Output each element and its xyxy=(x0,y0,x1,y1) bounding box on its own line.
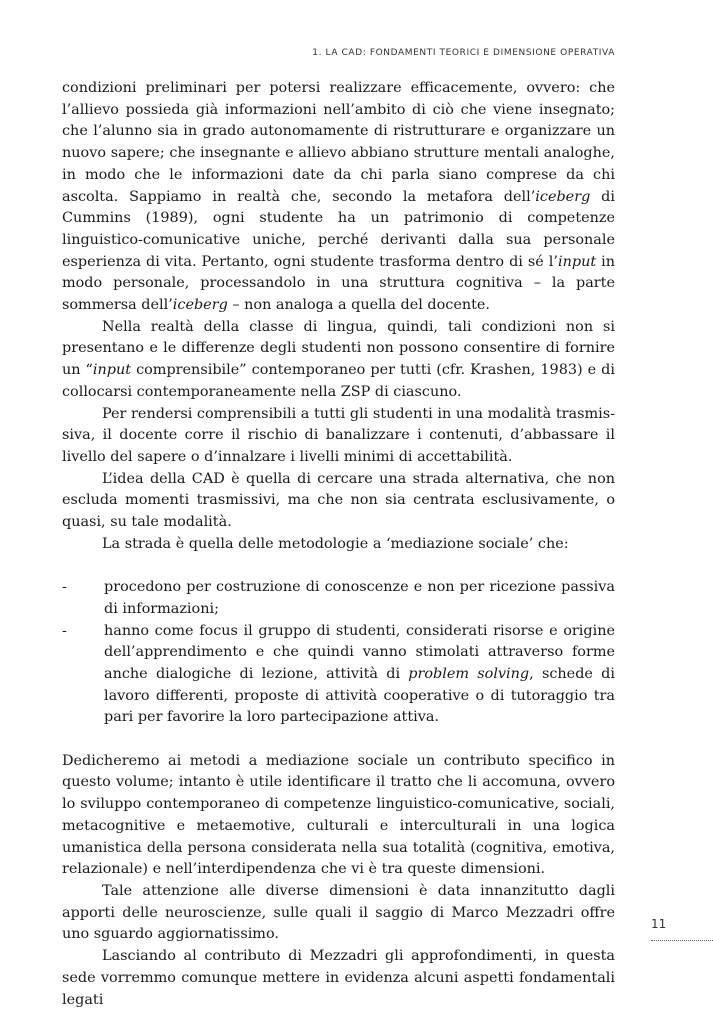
page-number: 11 xyxy=(651,917,667,931)
italic-term: input xyxy=(92,362,132,379)
paragraph-mezzadri: Lasciando al contributo di Mezzadri gli approfondimenti, in questa sede vorremmo comunque mettere in evidenza alcuni aspetti fondamentali legati xyxy=(62,948,615,1008)
bullet-item xyxy=(62,577,615,620)
bullet-text: hanno come focus il gruppo di studenti, considerati risorse e origine dell’apprendimento e che quindi vanno stimolati attraverso forme anche dialogiche di lezione, attività di xyxy=(104,622,615,682)
paragraph-classroom xyxy=(62,317,615,404)
bullet-dash: - xyxy=(62,579,67,596)
italic-term: iceberg xyxy=(172,297,228,314)
paragraph-social-mediation: La strada è quella delle metodologie a ‘mediazione sociale’ che: xyxy=(102,535,569,552)
bullet-item xyxy=(62,621,615,730)
body-text xyxy=(62,78,615,1011)
bullet-dash: - xyxy=(62,622,67,639)
paragraph-cad-idea: L’idea della CAD è quella di cercare una strada alternativa, che non escluda momenti trasmissivi, ma che non sia centrata esclusivamente, o quasi, su tale modalità. xyxy=(62,470,615,531)
text-run: condizioni preliminari per potersi realizzare efficacemente, ovvero: che l’allievo possieda già informazioni nell’ambito di ciò che viene insegnato; che l’alunno sia in grado autonomamente di ristrutturare e organizzare un nuovo sapere; che insegnante e allievo abbiano strutture mentali analoghe, in modo che le informazioni date da chi parla siano comprese da chi ascolta. Sappiamo in realtà che, secondo la metafora dell’ xyxy=(62,80,615,205)
paragraph-methods: Dedicheremo ai metodi a mediazione sociale un contributo specifico in questo volume; intanto è utile identificare il tratto che li accomuna, ovvero lo sviluppo contemporaneo di competenze linguistico-comunicative, sociali, metacognitive e metaemotive, culturali e interculturali in una logica umanistica della persona considerata nella sua totalità (cognitiva, emotiva, relazionale) e nell’interdipendenza che vi è tra queste dimensioni. xyxy=(62,752,615,878)
bullet-list xyxy=(62,577,615,729)
page-number-rule xyxy=(651,940,713,941)
running-head: 1. LA CAD: FONDAMENTI TEORICI E DIMENSIONE OPERATIVA xyxy=(312,48,615,58)
bullet-text: , schede di lavoro differenti, proposte di attività cooperative o di tutoraggio tra pari per favorire la loro partecipazione attiva. xyxy=(104,665,615,726)
paragraph-transmissive: Per rendersi comprensibili a tutti gli studenti in una modalità trasmissiva, il docente corre il rischio di banalizzare i contenuti, d’abbassare il livello del sapere o d’innalzare i livelli minimi di accettabilità. xyxy=(62,405,615,465)
paragraph-neuroscience: Tale attenzione alle diverse dimensioni è data innanzitutto dagli apporti delle neuroscienze, sulle quali il saggio di Marco Mezzadri offre uno sguardo aggiornatissimo. xyxy=(62,882,615,943)
text-run: – non analoga a quella del docente. xyxy=(227,297,490,314)
text-run: comprensibile” contemporaneo per tutti (cfr. Krashen, 1983) e di collocarsi contemporaneamente nella ZSP di ciascuno. xyxy=(62,362,615,400)
italic-term: input xyxy=(557,253,597,270)
italic-term: problem solving xyxy=(408,665,530,682)
paragraph-iceberg xyxy=(62,78,615,317)
bullet-text: procedono per costruzione di conoscenze e non per ricezione passiva di informazioni; xyxy=(104,579,615,617)
text-run: Nella realtà della classe di lingua, quindi, tali condizioni non si presentano e le differenze degli studenti non possono consentire di fornire un “ xyxy=(62,318,615,379)
text-run: di Cummins (1989), ogni studente ha un patrimonio di competenze linguistico-comunicative uniche, perché derivanti dalla sua personale esperienza di vita. Pertanto, ogni studente trasforma dentro di sé l’ xyxy=(62,188,615,270)
text-run: in modo personale, processandolo in una struttura cognitiva – la parte sommersa dell’ xyxy=(62,253,615,314)
italic-term: iceberg xyxy=(535,188,591,205)
